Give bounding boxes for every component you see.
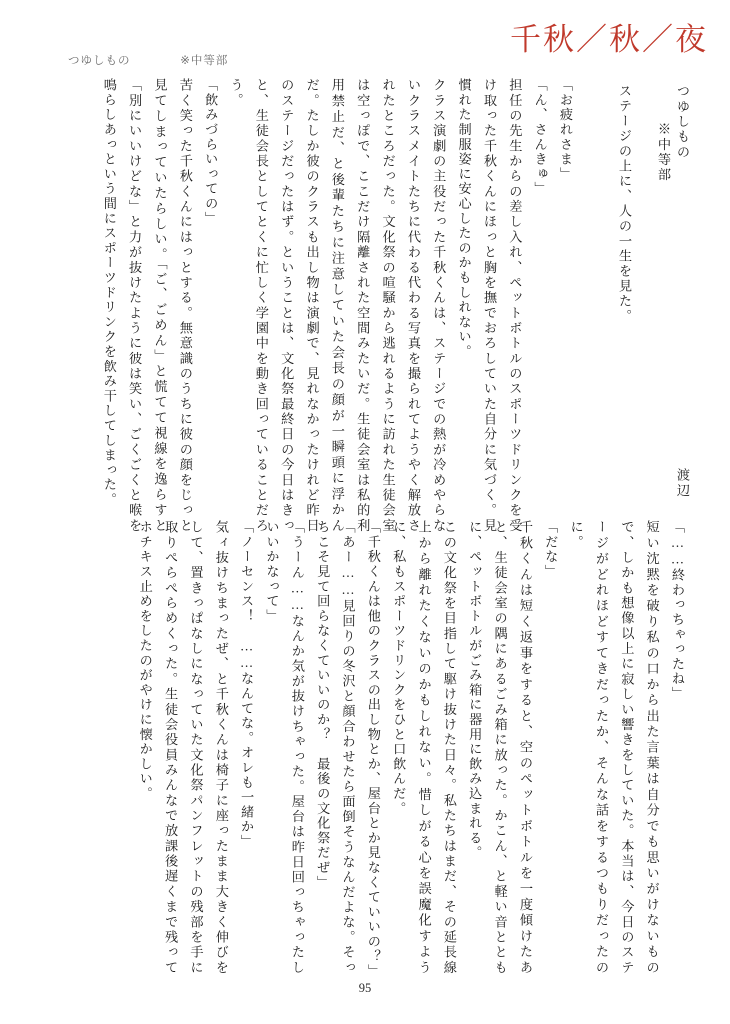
paragraph: 「……終わっちゃったね」 bbox=[670, 520, 685, 702]
paragraph: 担任の先生からの差し入れ、ペットボトルのスポーツドリンクを受け取った千秋くんにほっと胸を撫でおろしていた自分に気づく。見慣れた制服姿に安心したのかもしれない。 bbox=[456, 78, 523, 533]
paragraph: 苦く笑った千秋くんにはっとする。無意識のうちに彼の顔をじっと見てしまっていたらしい。「ご、ごめん」と慌てて視線を逸らすと「別にいいけどな」と力が抜けたように彼は笑い、ごくごくと喉を鳴らしあっという間にスポーツドリンクを飲み干してしまった。 bbox=[101, 78, 193, 533]
paragraph: 千秋くんは短く返事をすると、空のペットボトルを一度傾けたあと、生徒会室の隅にあるごみ箱に放った。かこん、と軽い音とともに、ペットボトルがごみ箱に器用に飲み込まれる。 bbox=[467, 520, 533, 975]
body-text-bottom bbox=[90, 520, 690, 979]
paragraph: 「千秋くんは他のクラスの出し物とか、屋台とか見なくていいの？」 bbox=[365, 520, 381, 979]
paragraph: 「あー……見回りの冬沢と顔合わせたら面倒そうなんだよな。そっちこそ見て回らなくていいのか？ 最後の文化祭だぜ」 bbox=[315, 520, 356, 975]
paragraph: クラス演劇の主役だった千秋くんは、ステージでの熱が冷めやらないクラスメイトたちに代わる代わる写真を撮られてようやく解放されたところだった。文化祭の喧騒から逃れるように訪れた生徒会室は空っぽで、ここだけ隔離された空間みたいだ。生徒会室は私的利用禁止だ、と後輩たちに注意していた会長の顔が一瞬頭に浮かんだ。たしか彼のクラスも出し物は演劇で、見れなかったけれど昨日のステージだったはず。ということは、文化祭最終日の今日はきっと、生徒会長としてとくに忙しく学園中を動き回っていることだろう。 bbox=[228, 78, 447, 533]
story-heading-series: つゆしもの bbox=[675, 84, 690, 160]
lead-sentence: ステージの上に、人の一生を見た。 bbox=[617, 84, 632, 324]
paragraph: 「お疲れさま」 bbox=[558, 78, 573, 182]
paragraph: 「飲みづらいっての」 bbox=[203, 78, 219, 226]
page-title: 千秋／秋／夜 bbox=[510, 22, 708, 57]
page-number: 95 bbox=[358, 981, 372, 995]
paragraph: 「だな」 bbox=[543, 520, 559, 580]
paragraph: 短い沈黙を破り私の口から出た言葉は自分でも思いがけないもので、しかも想像以上に寂しい響きをしていた。本当は、今日のステージがどれほどすてきだったか、そんな話をするつもりだったのに。 bbox=[568, 520, 660, 975]
body-text-top bbox=[98, 78, 578, 533]
paragraph: 「ノーセンス！ ……なんてな。オレも一緒か」 bbox=[239, 520, 255, 850]
paragraph: 「うーん……なんか気が抜けちゃった。屋台は昨日回っちゃったしいいかなって」 bbox=[264, 520, 305, 975]
story-heading-note: ※中等部 bbox=[656, 122, 671, 183]
author-byline: 渡辺 bbox=[675, 468, 690, 499]
running-header bbox=[68, 52, 228, 68]
story-heading bbox=[654, 84, 692, 314]
running-header-note: ※中等部 bbox=[180, 55, 229, 67]
paragraph: 「ん、さんきゅ」 bbox=[532, 78, 548, 197]
paragraph: 気ィ抜けちまったぜ、と千秋くんは椅子に座ったまま大きく伸びをして、置きっぱなしになっていた文化祭パンフレットの残部を手に取りぺらぺらめくった。生徒会役員みんなで放課後遅くまで残ってホチキス止めをしたのがやけに懐かしい。 bbox=[137, 520, 229, 975]
paragraph: この文化祭を目指して駆け抜けた日々。私たちはまだ、その延長線上から離れたくないのかもしれない。惜しがる心を誤魔化すように、私もスポーツドリンクをひと口飲んだ。 bbox=[391, 520, 457, 975]
running-header-series: つゆしもの bbox=[68, 55, 131, 67]
